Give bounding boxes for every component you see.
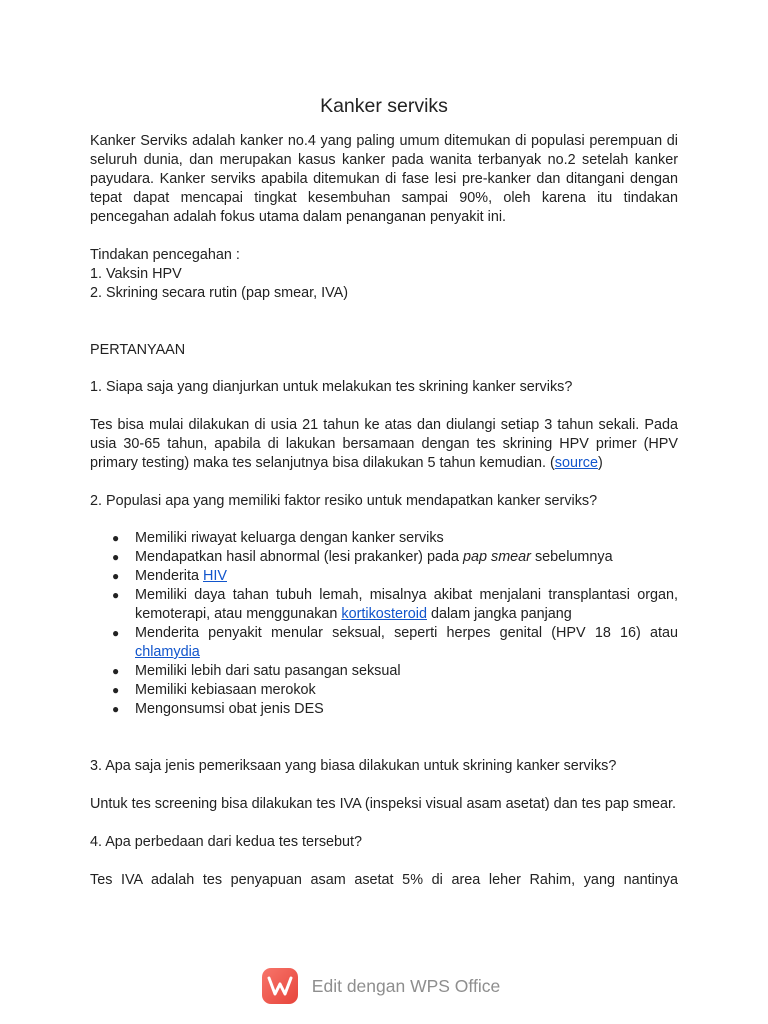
bullet-icon: ● bbox=[112, 626, 120, 640]
list-item: ● Menderita penyakit menular seksual, seperti herpes genital (HPV 18 16) atau chlamydia bbox=[112, 625, 678, 660]
chlamydia-link[interactable]: chlamydia bbox=[135, 644, 200, 660]
bullet-icon: ● bbox=[112, 569, 120, 583]
source-link[interactable]: source bbox=[554, 455, 598, 471]
wps-office-logo-icon bbox=[262, 968, 298, 1004]
section-label: PERTANYAAN bbox=[90, 342, 186, 358]
risk-factor-list bbox=[90, 529, 678, 719]
bullet-icon: ● bbox=[112, 664, 120, 678]
bullet-icon: ● bbox=[112, 531, 120, 545]
answer-3: Untuk tes screening bisa dilakukan tes IVA (inspeksi visual asam asetat) dan tes pap smear. bbox=[90, 796, 677, 812]
list-item: ● Memiliki kebiasaan merokok bbox=[112, 682, 316, 698]
answer-1-text: Tes bisa mulai dilakukan di usia 21 tahun ke atas dan diulangi setiap 3 tahun sekali. Pada usia 30-65 tahun, apabila di lakukan bersamaan dengan tes skrining HPV primer (HPV primary testing) maka tes selanjutnya bisa dilakukan 5 tahun kemudian. ( bbox=[90, 417, 678, 471]
answer-1 bbox=[90, 416, 678, 473]
list-item: ● Mendapatkan hasil abnormal (lesi prakanker) pada pap smear sebelumnya bbox=[112, 549, 613, 565]
bullet-icon: ● bbox=[112, 683, 120, 697]
prevention-item-2: 2. Skrining secara rutin (pap smear, IVA) bbox=[90, 285, 349, 301]
prevention-item-1: 1. Vaksin HPV bbox=[90, 266, 182, 282]
bullet-icon: ● bbox=[112, 588, 120, 602]
question-2: 2. Populasi apa yang memiliki faktor resiko untuk mendapatkan kanker serviks? bbox=[90, 493, 598, 509]
document-title: Kanker serviks bbox=[320, 95, 448, 117]
question-4: 4. Apa perbedaan dari kedua tes tersebut? bbox=[90, 834, 363, 850]
wps-edit-banner[interactable] bbox=[0, 964, 768, 1008]
intro-paragraph: Kanker Serviks adalah kanker no.4 yang paling umum ditemukan di populasi perempuan di seluruh dunia, dan merupakan kasus kanker pada wanita terbanyak no.2 setelah kanker payudara. Kanker serviks apabila ditemukan di fase lesi pre-kanker dan ditangani dengan tepat dapat mencapai tingkat kesembuhan sampai 90%, oleh karena itu tindakan pencegahan adalah fokus utama dalam penanganan penyakit ini. bbox=[90, 133, 678, 225]
list-item: ● Mengonsumsi obat jenis DES bbox=[112, 701, 324, 717]
list-item: ● Memiliki riwayat keluarga dengan kanker serviks bbox=[112, 530, 444, 546]
answer-1-end: ) bbox=[597, 455, 603, 471]
list-item: ● Menderita HIV bbox=[112, 568, 227, 584]
bullet-icon: ● bbox=[112, 550, 120, 564]
list-item: ● Memiliki lebih dari satu pasangan seksual bbox=[112, 663, 401, 679]
answer-4: Tes IVA adalah tes penyapuan asam asetat 5% di area leher Rahim, yang nantinya bbox=[90, 872, 678, 888]
bullet-icon: ● bbox=[112, 702, 120, 716]
question-3: 3. Apa saja jenis pemeriksaan yang biasa dilakukan untuk skrining kanker serviks? bbox=[90, 758, 617, 774]
prevention-heading: Tindakan pencegahan : bbox=[90, 247, 240, 263]
document-page bbox=[90, 0, 678, 890]
question-1: 1. Siapa saja yang dianjurkan untuk melakukan tes skrining kanker serviks? bbox=[90, 379, 573, 395]
hiv-link[interactable]: HIV bbox=[203, 568, 227, 584]
edit-with-wps-label[interactable]: Edit dengan WPS Office bbox=[311, 975, 501, 996]
list-item: ● Memiliki daya tahan tubuh lemah, misalnya akibat menjalani transplantasi organ, kemoterapi, atau menggunakan kortikosteroid dalam jangka panjang bbox=[112, 587, 678, 622]
kortikosteroid-link[interactable]: kortikosteroid bbox=[341, 606, 427, 622]
